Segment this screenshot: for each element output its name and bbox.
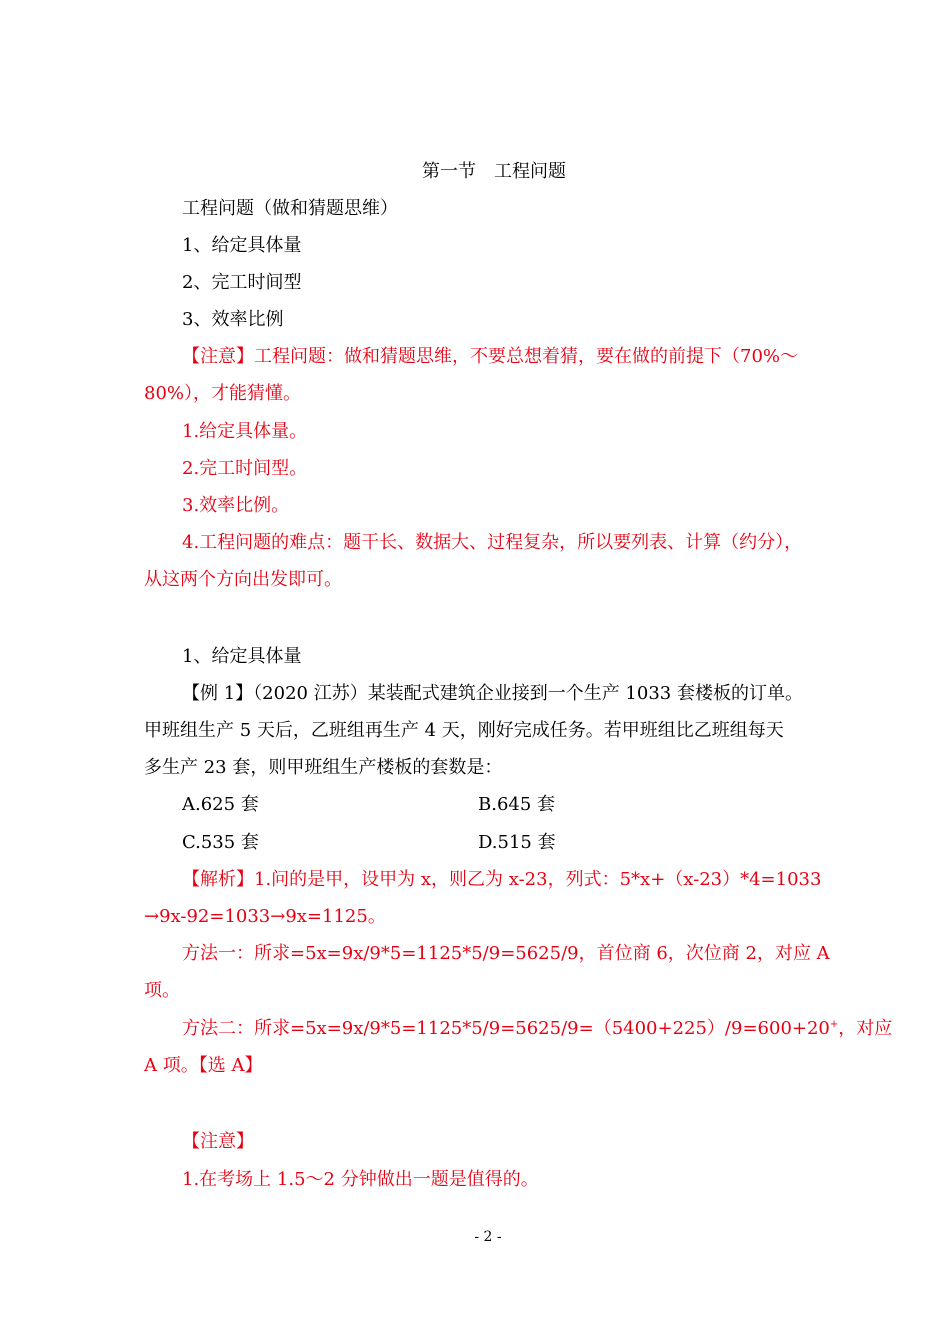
intro-item-1: 1、给定具体量 [182,235,302,256]
example-line2: 甲班组生产 5 天后，乙班组再生产 4 天，刚好完成任务。若甲班组比乙班组每天 [144,720,784,741]
note1-line2: 80%），才能猜懂。 [144,383,302,404]
section-title-text: 工程问题 [494,161,566,182]
method1-line2: 项。 [144,980,180,1001]
intro-heading: 工程问题（做和猜题思维） [182,198,398,219]
method2-line1-tail: ，对应 [838,1018,893,1039]
section-title [0,160,950,184]
method1-line1: 方法一：所求=5x=9x/9*5=1125*5/9=5625/9，首位商 6，次位商 2，对应 A [182,943,830,964]
option-a: A.625 套 [182,794,259,815]
method2-line1 [182,1017,892,1041]
section-title-number: 第一节 [422,161,476,182]
note2-heading: 【注意】 [182,1131,254,1152]
option-b: B.645 套 [478,794,556,815]
note1-point-1: 1.给定具体量。 [182,421,308,442]
note1-point-4-line1: 4.工程问题的难点：题干长、数据大、过程复杂，所以要列表、计算（约分）， [182,532,803,553]
option-d: D.515 套 [478,832,556,853]
method2-line1-main: 方法二：所求=5x=9x/9*5=1125*5/9=5625/9=（5400+225）/9=600+20 [182,1018,830,1039]
note2-point-1: 1.在考场上 1.5～2 分钟做出一题是值得的。 [182,1169,539,1190]
intro-item-2: 2、完工时间型 [182,272,302,293]
note1-point-4-line2: 从这两个方向出发即可。 [144,569,342,590]
note1-line1: 【注意】工程问题：做和猜题思维，不要总想着猜，要在做的前提下（70%～ [182,346,799,367]
method2-line2: A 项。【选 A】 [144,1055,263,1076]
note1-point-3: 3.效率比例。 [182,495,290,516]
note1-point-2: 2.完工时间型。 [182,458,308,479]
analysis-line1: 【解析】1.问的是甲，设甲为 x，则乙为 x-23，列式：5*x+（x-23）*4=1033 [182,869,822,890]
intro-item-3: 3、效率比例 [182,309,284,330]
analysis-line2: →9x-92=1033→9x=1125。 [144,906,386,927]
page-number: - 2 - [474,1229,502,1245]
example-line3: 多生产 23 套，则甲班组生产楼板的套数是： [144,757,503,778]
option-c: C.535 套 [182,832,259,853]
method2-superscript: + [829,1019,839,1030]
section1-heading: 1、给定具体量 [182,646,302,667]
example-line1: 【例 1】（2020 江苏）某装配式建筑企业接到一个生产 1033 套楼板的订单。 [182,683,803,704]
